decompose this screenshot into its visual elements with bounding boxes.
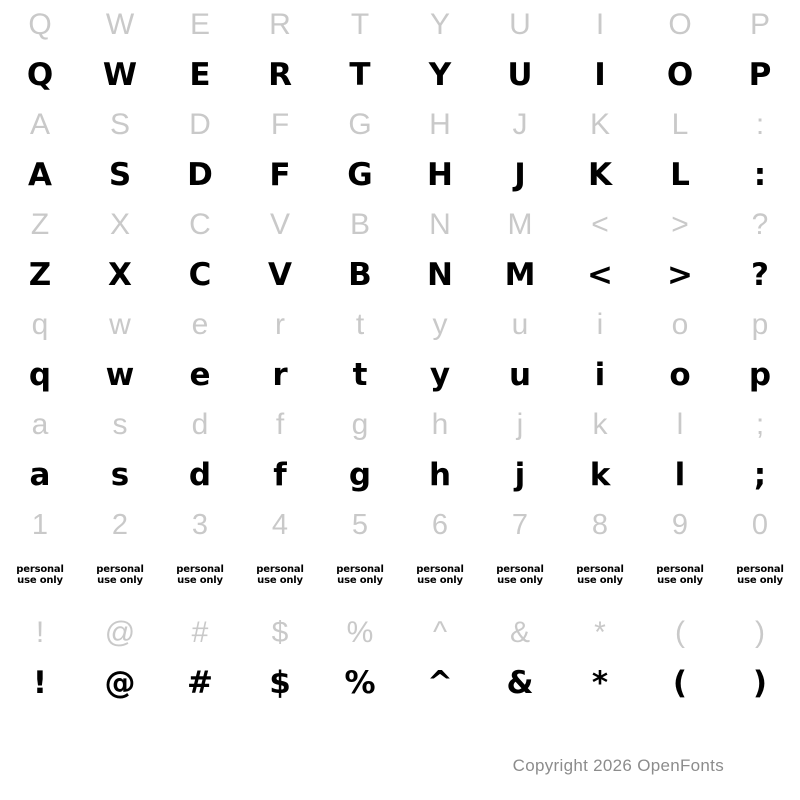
glyph-cell: 0 — [751, 509, 769, 541]
notice-line-2: use only — [497, 575, 543, 586]
personal-use-only-notice — [720, 550, 800, 600]
glyph-cell: J — [514, 157, 526, 193]
glyph-cell: g — [351, 408, 369, 441]
notice-line-2: use only — [177, 575, 223, 586]
glyph-cell: q — [28, 357, 52, 393]
glyph-cell: 1 — [31, 509, 49, 541]
notice-line-2: use only — [657, 575, 703, 586]
reference-row-qwerty-lower — [0, 300, 800, 350]
sample-row-symbols — [0, 658, 800, 708]
notice-line-1: personal — [656, 564, 704, 575]
glyph-cell: ? — [751, 208, 769, 241]
glyph-cell: A — [29, 108, 50, 141]
glyph-cell: W — [105, 8, 135, 41]
glyph-cell: l — [674, 457, 686, 493]
glyph-cell: ( — [675, 616, 685, 649]
glyph-cell: j — [516, 408, 524, 441]
glyph-cell: ( — [672, 665, 688, 701]
glyph-cell: F — [270, 108, 290, 141]
glyph-cell: & — [509, 616, 530, 649]
reference-row-qwerty — [0, 0, 800, 50]
notice-line-1: personal — [496, 564, 544, 575]
glyph-cell: & — [506, 665, 534, 701]
glyph-cell: ) — [755, 616, 765, 649]
glyph-cell: V — [268, 257, 292, 293]
glyph-cell: 9 — [671, 509, 689, 541]
personal-use-only-notice — [560, 550, 640, 600]
glyph-cell: 6 — [431, 509, 449, 541]
glyph-cell: 5 — [351, 509, 369, 541]
glyph-cell: y — [429, 357, 451, 393]
glyph-cell: 4 — [271, 509, 289, 541]
notice-line-1: personal — [336, 564, 384, 575]
glyph-cell: I — [595, 8, 605, 41]
notice-line-1: personal — [96, 564, 144, 575]
glyph-cell: d — [191, 408, 209, 441]
glyph-cell: @ — [104, 616, 136, 649]
glyph-cell: ! — [35, 616, 45, 649]
glyph-cell: < — [587, 257, 613, 293]
glyph-cell: r — [275, 308, 285, 341]
glyph-cell: T — [349, 57, 371, 93]
glyph-cell: l — [676, 408, 684, 441]
glyph-cell: i — [596, 308, 604, 341]
glyph-cell: L — [670, 157, 690, 193]
glyph-cell: r — [272, 357, 288, 393]
glyph-cell: H — [429, 108, 451, 141]
glyph-cell: 8 — [591, 509, 609, 541]
personal-use-only-notice — [240, 550, 320, 600]
glyph-cell: > — [671, 208, 689, 241]
glyph-cell: ^ — [427, 665, 453, 701]
glyph-cell: U — [507, 57, 533, 93]
glyph-cell: M — [504, 257, 536, 293]
glyph-cell: o — [671, 308, 689, 341]
glyph-cell: R — [268, 57, 292, 93]
glyph-cell: J — [512, 108, 528, 141]
glyph-cell: M — [507, 208, 533, 241]
sample-row-asdf-lower — [0, 450, 800, 500]
notice-line-1: personal — [16, 564, 64, 575]
notice-line-1: personal — [736, 564, 784, 575]
glyph-cell: O — [668, 8, 692, 41]
glyph-cell: @ — [104, 665, 136, 701]
glyph-cell: Y — [428, 57, 452, 93]
glyph-cell: j — [514, 457, 526, 493]
sample-row-digits-locked — [0, 550, 800, 600]
glyph-cell: % — [344, 665, 376, 701]
notice-line-1: personal — [176, 564, 224, 575]
glyph-cell: Q — [26, 57, 54, 93]
glyph-cell: q — [31, 308, 49, 341]
sample-row-asdf — [0, 150, 800, 200]
glyph-cell: C — [188, 257, 212, 293]
glyph-cell: t — [352, 357, 368, 393]
glyph-cell: D — [187, 157, 213, 193]
glyph-cell: f — [273, 457, 287, 493]
glyph-cell: i — [594, 357, 606, 393]
personal-use-only-notice — [0, 550, 80, 600]
glyph-cell: R — [269, 8, 291, 41]
glyph-cell: N — [427, 257, 453, 293]
glyph-cell: W — [102, 57, 138, 93]
glyph-cell: 2 — [111, 509, 129, 541]
glyph-cell: E — [189, 8, 210, 41]
glyph-cell: D — [189, 108, 211, 141]
glyph-cell: V — [269, 208, 290, 241]
glyph-cell: h — [431, 408, 449, 441]
glyph-cell: G — [347, 157, 373, 193]
personal-use-only-notice — [80, 550, 160, 600]
glyph-cell: f — [275, 408, 285, 441]
glyph-cell: # — [187, 665, 213, 701]
glyph-cell: p — [748, 357, 772, 393]
glyph-cell: $ — [269, 665, 291, 701]
glyph-cell: N — [429, 208, 451, 241]
notice-line-2: use only — [577, 575, 623, 586]
glyph-cell: Z — [30, 208, 50, 241]
glyph-cell: ; — [755, 408, 765, 441]
glyph-cell: e — [191, 308, 209, 341]
glyph-cell: H — [427, 157, 453, 193]
glyph-cell: : — [753, 157, 767, 193]
glyph-cell: e — [189, 357, 211, 393]
glyph-cell: C — [189, 208, 211, 241]
glyph-cell: G — [348, 108, 372, 141]
glyph-cell: 7 — [511, 509, 529, 541]
glyph-cell: P — [749, 8, 770, 41]
glyph-cell: a — [29, 457, 51, 493]
personal-use-only-notice — [160, 550, 240, 600]
copyright-notice: Copyright 2026 OpenFonts — [512, 756, 724, 775]
glyph-cell: I — [594, 57, 606, 93]
notice-line-1: personal — [416, 564, 464, 575]
glyph-cell: u — [511, 308, 529, 341]
glyph-cell: > — [667, 257, 693, 293]
glyph-cell: B — [349, 208, 370, 241]
glyph-cell: ; — [753, 457, 767, 493]
sample-row-qwerty-lower — [0, 350, 800, 400]
glyph-cell: L — [671, 108, 689, 141]
glyph-cell: ^ — [432, 616, 448, 649]
glyph-cell: U — [509, 8, 531, 41]
reference-row-digits — [0, 500, 800, 550]
glyph-cell: Q — [28, 8, 52, 41]
glyph-cell: * — [594, 616, 606, 649]
reference-row-zxcv — [0, 200, 800, 250]
notice-line-1: personal — [256, 564, 304, 575]
glyph-cell: A — [28, 157, 52, 193]
glyph-cell: P — [748, 57, 772, 93]
notice-line-2: use only — [337, 575, 383, 586]
glyph-cell: K — [589, 108, 610, 141]
personal-use-only-notice — [320, 550, 400, 600]
glyph-cell: a — [31, 408, 49, 441]
glyph-cell: Z — [28, 257, 52, 293]
glyph-cell: o — [669, 357, 691, 393]
glyph-cell: * — [591, 665, 609, 701]
sample-row-zxcv — [0, 250, 800, 300]
reference-row-asdf — [0, 100, 800, 150]
glyph-cell: E — [189, 57, 211, 93]
glyph-cell: K — [587, 157, 613, 193]
glyph-cell: u — [508, 357, 532, 393]
glyph-cell: p — [751, 308, 769, 341]
notice-line-2: use only — [417, 575, 463, 586]
glyph-cell: k — [592, 408, 608, 441]
glyph-cell: h — [428, 457, 452, 493]
glyph-cell: S — [108, 157, 132, 193]
glyph-cell: B — [348, 257, 372, 293]
glyph-cell: k — [589, 457, 611, 493]
glyph-cell: 3 — [191, 509, 209, 541]
glyph-cell: F — [269, 157, 291, 193]
glyph-cell: < — [591, 208, 609, 241]
glyph-cell: # — [191, 616, 209, 649]
sample-row-qwerty — [0, 50, 800, 100]
reference-row-symbols — [0, 608, 800, 658]
glyph-cell: w — [109, 308, 131, 341]
personal-use-only-notice — [640, 550, 720, 600]
glyph-cell: d — [188, 457, 212, 493]
glyph-cell: T — [350, 8, 370, 41]
glyph-cell: g — [348, 457, 372, 493]
glyph-cell: y — [432, 308, 448, 341]
glyph-cell: t — [355, 308, 365, 341]
notice-line-2: use only — [97, 575, 143, 586]
glyph-cell: s — [112, 408, 128, 441]
glyph-cell: ? — [751, 257, 769, 293]
glyph-cell: : — [755, 108, 765, 141]
glyph-cell: X — [108, 257, 132, 293]
glyph-cell: ) — [752, 665, 768, 701]
glyph-cell: % — [346, 616, 374, 649]
glyph-cell: ! — [32, 665, 48, 701]
glyph-cell: $ — [271, 616, 289, 649]
notice-line-1: personal — [576, 564, 624, 575]
glyph-cell: w — [105, 357, 135, 393]
personal-use-only-notice — [480, 550, 560, 600]
glyph-cell: O — [666, 57, 694, 93]
reference-row-asdf-lower — [0, 400, 800, 450]
glyph-cell: Y — [429, 8, 450, 41]
personal-use-only-notice — [400, 550, 480, 600]
notice-line-2: use only — [737, 575, 783, 586]
notice-line-2: use only — [17, 575, 63, 586]
glyph-cell: s — [110, 457, 130, 493]
notice-line-2: use only — [257, 575, 303, 586]
glyph-cell: S — [109, 108, 130, 141]
glyph-cell: X — [109, 208, 130, 241]
